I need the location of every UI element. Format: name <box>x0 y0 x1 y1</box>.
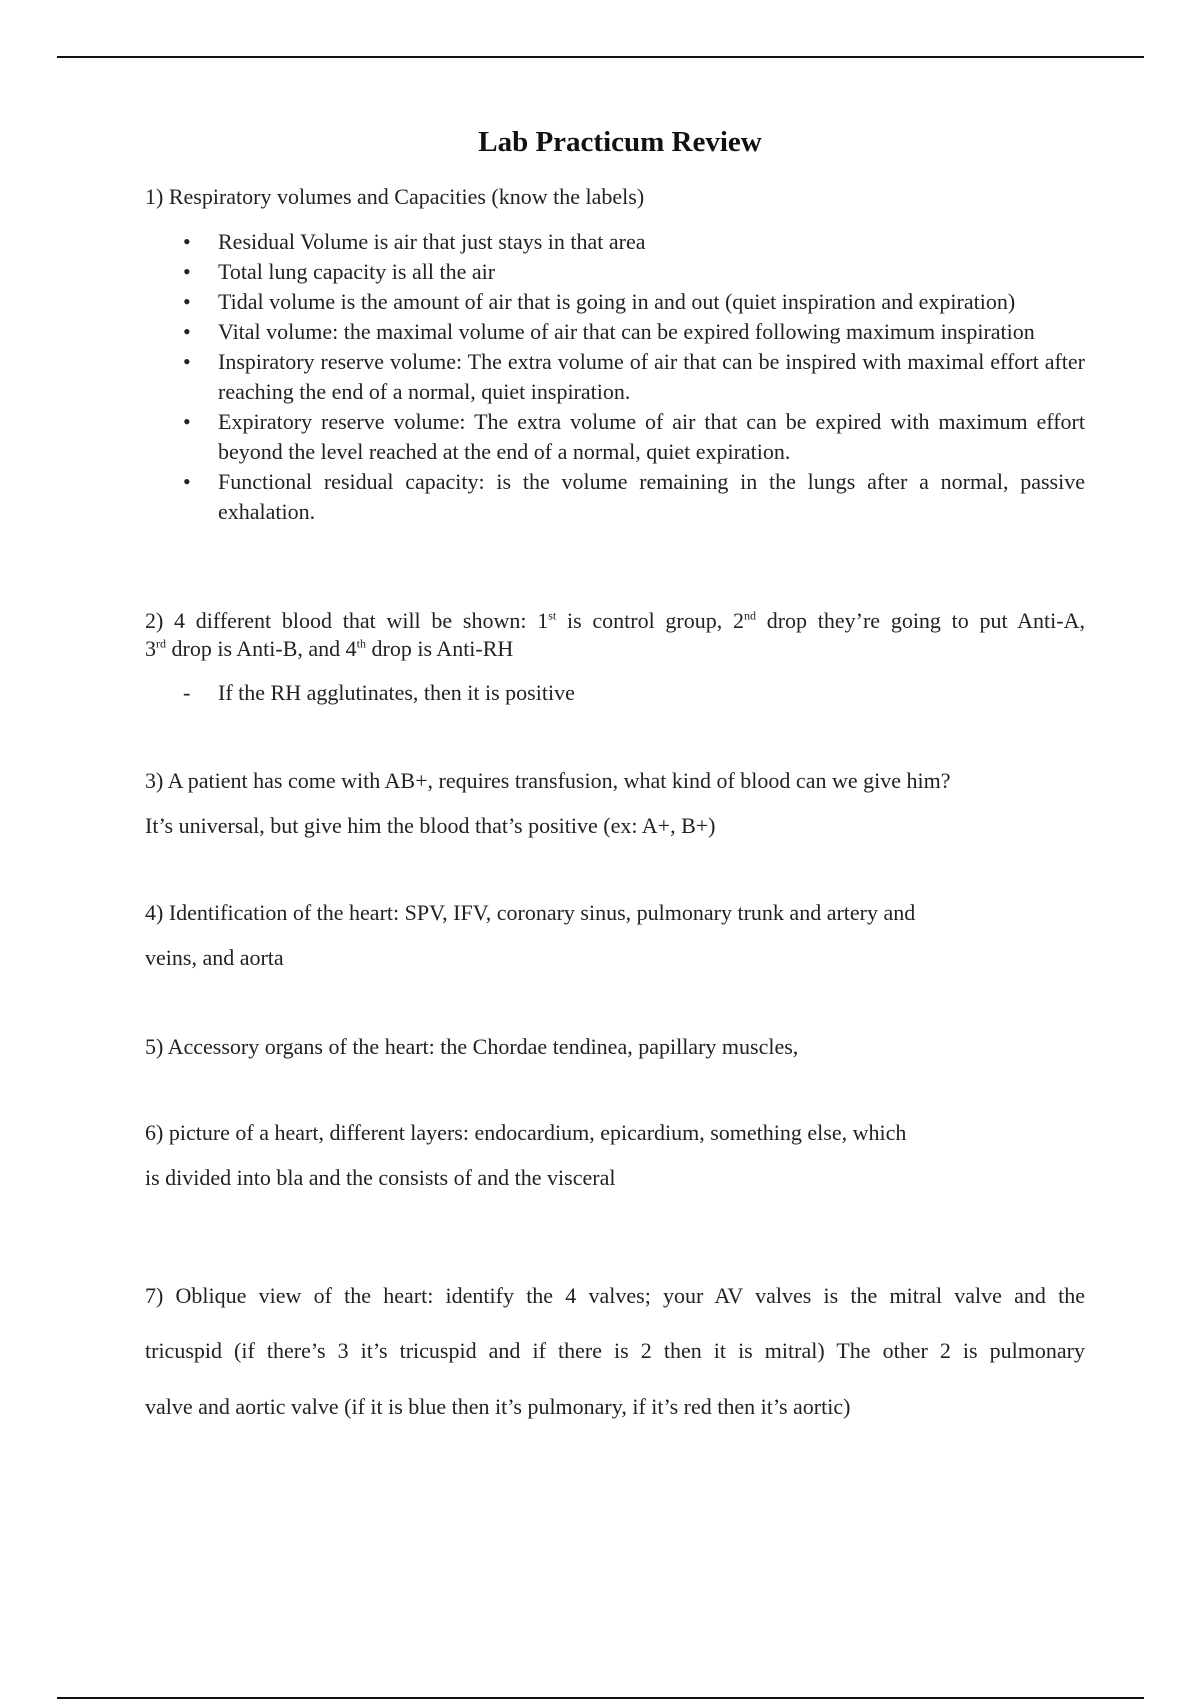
bullet-icon: • <box>183 319 191 344</box>
list-item: • Vital volume: the maximal volume of air that can be expired following maximum inspiration <box>183 317 1085 347</box>
q7-line-1: 7) Oblique view of the heart: identify the 4 valves; your AV valves is the mitral valve and the <box>145 1283 1085 1308</box>
q2-line-2: 3rd drop is Anti-B, and 4th drop is Anti-RH <box>145 636 514 661</box>
list-item: • Tidal volume is the amount of air that is going in and out (quiet inspiration and expiration) <box>183 287 1085 317</box>
bullet-icon: • <box>183 469 191 494</box>
list-item: • Residual Volume is air that just stays in that area <box>183 227 1085 257</box>
q4-line-2: veins, and aorta <box>145 945 284 970</box>
q2-sub-item: - If the RH agglutinates, then it is positive <box>183 680 575 705</box>
list-item: • Total lung capacity is all the air <box>183 257 1085 287</box>
q4-line-1: 4) Identification of the heart: SPV, IFV, coronary sinus, pulmonary trunk and artery and <box>145 900 916 925</box>
bullet-icon: • <box>183 259 191 284</box>
bullet-icon: • <box>183 409 191 434</box>
q6-line-2: is divided into bla and the consists of and the visceral <box>145 1165 616 1190</box>
list-item: • Functional residual capacity: is the volume remaining in the lungs after a normal, passive exhalation. <box>183 469 1085 524</box>
q5-line-1: 5) Accessory organs of the heart: the Chordae tendinea, papillary muscles, <box>145 1034 799 1059</box>
q1-heading: 1) Respiratory volumes and Capacities (know the labels) <box>145 184 645 209</box>
q7-line-3: valve and aortic valve (if it is blue then it’s pulmonary, if it’s red then it’s aortic) <box>145 1394 851 1419</box>
top-rule <box>57 56 1144 58</box>
bullet-icon: • <box>183 349 191 374</box>
bullet-icon: • <box>183 289 191 314</box>
q6-line-1: 6) picture of a heart, different layers: endocardium, epicardium, something else, which <box>145 1120 907 1145</box>
list-item: • Inspiratory reserve volume: The extra volume of air that can be inspired with maximal effort after reaching the end of a normal, quiet inspiration. <box>183 349 1085 404</box>
q2-line-1: 2) 4 different blood that will be shown: 1st is control group, 2nd drop they’re going to put Anti-A, <box>145 608 1085 633</box>
q3-line-1: 3) A patient has come with AB+, requires transfusion, what kind of blood can we give him? <box>145 768 951 793</box>
list-item: • Expiratory reserve volume: The extra volume of air that can be expired with maximum effort beyond the level reached at the end of a normal, quiet expiration. <box>183 409 1085 464</box>
bullet-icon: • <box>183 229 191 254</box>
q3-line-2: It’s universal, but give him the blood that’s positive (ex: A+, B+) <box>145 813 716 838</box>
q7-line-2: tricuspid (if there’s 3 it’s tricuspid and if there is 2 then it is mitral) The other 2 is pulmonary <box>145 1338 1085 1363</box>
bottom-rule <box>57 1697 1144 1699</box>
q1-bullet-list <box>183 227 1085 527</box>
page-title: Lab Practicum Review <box>478 126 762 158</box>
